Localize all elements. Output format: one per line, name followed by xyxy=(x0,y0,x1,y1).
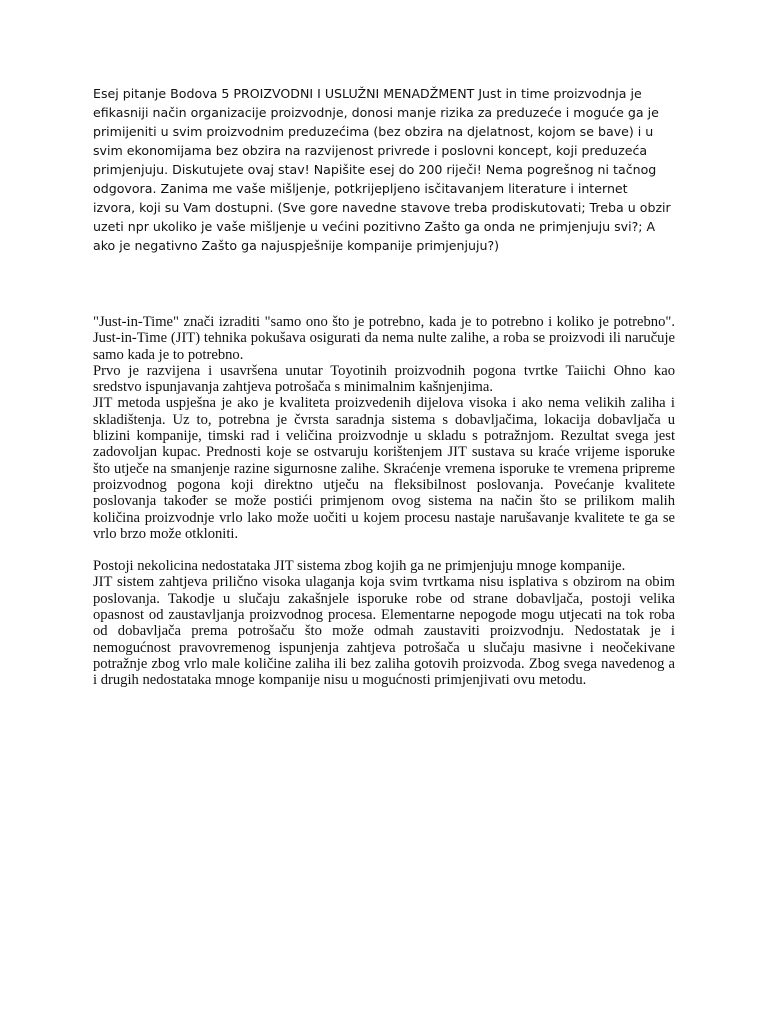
answer-paragraph-disadvantages-intro: Postoji nekolicina nedostataka JIT sistema zbog kojih ga ne primjenjuju mnoge kompanije. xyxy=(93,558,626,575)
essay-question: Esej pitanje Bodova 5 PROIZVODNI I USLUŽNI MENADŽMENT Just in time proizvodnja je efikasniji način organizacije proizvodnje, donosi manje rizika za preduzeće i moguće ga je primijeniti u svim proizvodnim preduzećima (bez obzira na djelatnost, kojom se bave) i u svim ekonomijama bez obzira na razvijenost privrede i poslovni koncept, koji preduzeća primjenjuju. Diskutujete ovaj stav! Napišite esej do 200 riječi! Nema pogrešnog ni tačnog odgovora. Zanima me vaše mišljenje, potkrijepljeno isčitavanjem literature i internet izvora, koji su Vam dostupni. (Sve gore navedne stavove treba prodiskutovati; Treba u obzir uzeti npr ukoliko je vaše mišljenje u većini pozitivno Zašto ga onda ne primjenjuju svi?; A ako je negativno Zašto ga najuspješnije kompanije primjenjuju?) xyxy=(93,86,671,253)
paragraph-spacer xyxy=(93,542,675,558)
essay-answer xyxy=(93,314,675,689)
answer-paragraph-origin: Prvo je razvijena i usavršena unutar Toyotinih proizvodnih pogona tvrtke Taiichi Ohno kao sredstvo ispunjavanja zahtjeva potrošača s minimalnim kašnjenjima. xyxy=(93,362,675,396)
answer-paragraph-advantages: JIT metoda uspješna je ako je kvaliteta proizvedenih dijelova visoka i ako nema velikih zaliha i skladištenja. Uz to, potrebna je čvrsta saradnja sistema s dobavljačima, lokacija dobavljača u blizini kompanije, timski rad i veličina proizvodnje u skladu s potražnjom. Rezultat svega jest zadovoljan kupac. Prednosti koje se ostvaruju korištenjem JIT sustava su kraće vrijeme isporuke što utječe na smanjenje razine sigurnosne zalihe. Skraćenje vremena isporuke te vremena pripreme proizvodnog pogona koji direktno utječu na fleksibilnost poslovanja. Povećanje kvalitete poslovanja također se može postići primjenom ovog sistema na način što se prilikom malih količina proizvodnje vrlo lako može uočiti u kojem procesu nastaje narušavanje kvalitete te ga se vrlo brzo može otkloniti. xyxy=(93,395,675,542)
answer-paragraph-disadvantages: JIT sistem zahtjeva prilično visoka ulaganja koja svim tvrtkama nisu isplativa s obzirom na obim poslovanja. Takodje u slučaju zakašnjele isporuke robe od strane dobavljača, postoji velika opasnost od zaustavljanja proizvodnog procesa. Elementarne nepogode mogu utjecati na tok roba od dobavljača prema potrošaču što može odmah zaustaviti proizvodnju. Nedostatak je i nemogućnost pravovremenog ispunjenja zahtjeva potrošača u slučaju masivne i neočekivane potražnje zbog vrlo male količine zaliha ili bez zaliha gotovih proizvoda. Zbog svega navedenog a i drugih nedostataka mnoge kompanije nisu u mogućnosti primjenjivati ovu metodu. xyxy=(93,574,675,689)
answer-paragraph-definition: "Just-in-Time" znači izraditi "samo ono što je potrebno, kada je to potrebno i koliko je potrebno". Just-in-Time (JIT) tehnika pokušava osigurati da nema nulte zalihe, a roba se proizvodi ili naručuje samo kada je to potrebno. xyxy=(93,314,675,363)
